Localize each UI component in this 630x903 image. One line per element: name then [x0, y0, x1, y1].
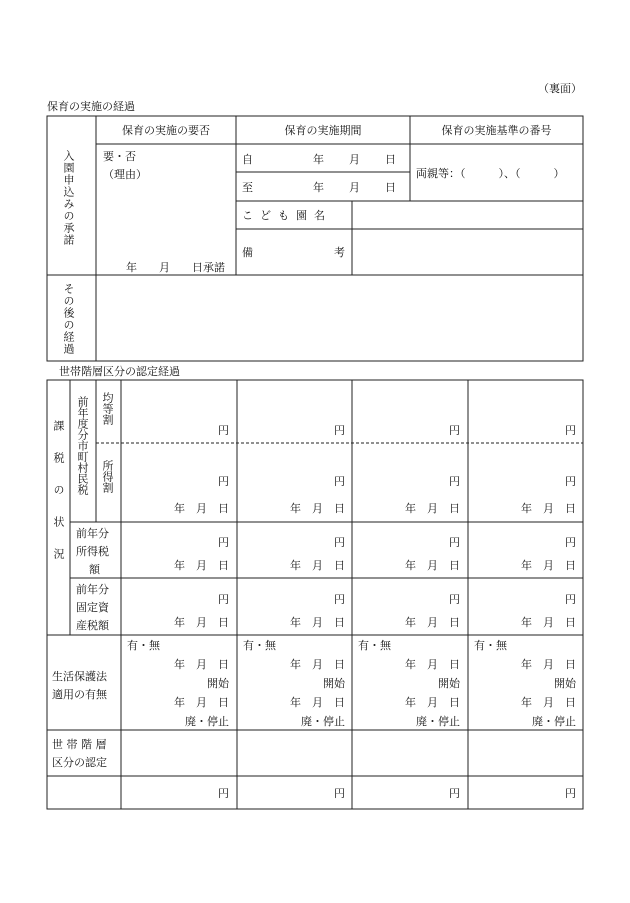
col2-inctax-ymd: 年 月 日: [290, 559, 345, 572]
to-year: 年: [313, 181, 324, 194]
col3-proptax-yen: 円: [449, 593, 460, 606]
col1-inctax-yen: 円: [218, 536, 229, 549]
approval-date: 年 月 日承諾: [126, 261, 225, 274]
col4-welfare-start: 開始: [554, 677, 576, 690]
prev-property-tax-line3: 産税額: [76, 619, 109, 632]
col3-bottom-yen: 円: [449, 787, 460, 800]
col2-bottom-yen: 円: [334, 787, 345, 800]
from-year: 年: [313, 153, 324, 166]
parents-label: 両親等：（ ）、（ ）: [416, 167, 565, 180]
col1-inctax-ymd: 年 月 日: [174, 559, 229, 572]
col1-welfare-yesno: 有・無: [127, 639, 160, 652]
to-day: 日: [385, 181, 396, 194]
to-label: 至: [242, 181, 253, 194]
welfare-label-line1: 生活保護法: [52, 670, 107, 683]
col4-bottom-yen: 円: [565, 787, 576, 800]
reason-label: （理由）: [103, 168, 147, 181]
col1-welfare-stop: 廃・停止: [185, 715, 229, 728]
from-label: 自: [242, 153, 253, 166]
row-label-after: その後の経過: [62, 283, 75, 355]
col1-proptax-ymd: 年 月 日: [174, 616, 229, 629]
col3-equal-yen: 円: [449, 424, 460, 437]
col3-welfare-stop-ymd: 年 月 日: [405, 696, 460, 709]
col3-income-yen: 円: [449, 475, 460, 488]
section2-title: 世帯階層区分の認定経過: [59, 365, 180, 378]
prev-year-municipal-tax: 前年度分市町村民税: [76, 396, 89, 495]
income-share-label: 所得割: [101, 460, 114, 493]
to-month: 月: [349, 181, 360, 194]
col-header-standard: 保育の実施基準の番号: [441, 124, 552, 137]
col3-welfare-stop: 廃・停止: [416, 715, 460, 728]
col3-inctax-yen: 円: [449, 536, 460, 549]
household-label-line2: 区分の認定: [52, 756, 107, 769]
col1-welfare-start: 開始: [207, 677, 229, 690]
col4-income-ymd: 年 月 日: [521, 502, 576, 515]
necessity-value: 要・否: [103, 150, 136, 163]
row-label-admission: 入園申込みの承諾: [62, 150, 75, 246]
equal-share-label: 均等割: [101, 392, 114, 425]
col2-welfare-yesno: 有・無: [243, 639, 276, 652]
col4-equal-yen: 円: [565, 424, 576, 437]
col4-inctax-ymd: 年 月 日: [521, 559, 576, 572]
col4-welfare-yesno: 有・無: [474, 639, 507, 652]
col1-welfare-start-ymd: 年 月 日: [174, 658, 229, 671]
prev-income-tax-line1: 前年分: [76, 527, 109, 540]
household-label-line1: 世 帯 階 層: [52, 738, 107, 751]
col4-welfare-stop: 廃・停止: [532, 715, 576, 728]
col2-proptax-yen: 円: [334, 593, 345, 606]
col-header-necessity: 保育の実施の要否: [122, 124, 210, 137]
col4-income-yen: 円: [565, 475, 576, 488]
prev-property-tax-line2: 固定資: [76, 601, 109, 614]
col4-welfare-stop-ymd: 年 月 日: [521, 696, 576, 709]
page-side-label: （裏面）: [538, 82, 582, 95]
col3-welfare-start-ymd: 年 月 日: [405, 658, 460, 671]
col3-welfare-yesno: 有・無: [358, 639, 391, 652]
col3-income-ymd: 年 月 日: [405, 502, 460, 515]
from-day: 日: [385, 153, 396, 166]
nursery-label: こども園名: [242, 209, 332, 222]
col1-proptax-yen: 円: [218, 593, 229, 606]
prev-property-tax-line1: 前年分: [76, 583, 109, 596]
col-header-period: 保育の実施期間: [284, 124, 362, 137]
col2-equal-yen: 円: [334, 424, 345, 437]
prev-income-tax-line3: 額: [89, 563, 100, 576]
col4-welfare-start-ymd: 年 月 日: [521, 658, 576, 671]
col2-proptax-ymd: 年 月 日: [290, 616, 345, 629]
col4-proptax-yen: 円: [565, 593, 576, 606]
col1-welfare-stop-ymd: 年 月 日: [174, 696, 229, 709]
tax-status-label: 課税の状況: [52, 420, 65, 580]
welfare-label-line2: 適用の有無: [52, 688, 107, 701]
col2-welfare-stop-ymd: 年 月 日: [290, 696, 345, 709]
col2-welfare-start-ymd: 年 月 日: [290, 658, 345, 671]
col2-income-ymd: 年 月 日: [290, 502, 345, 515]
col1-income-ymd: 年 月 日: [174, 502, 229, 515]
section1-title: 保育の実施の経過: [47, 100, 135, 113]
remarks-label-1: 備: [242, 246, 253, 259]
col2-inctax-yen: 円: [334, 536, 345, 549]
prev-income-tax-line2: 所得税: [76, 545, 109, 558]
col2-income-yen: 円: [334, 475, 345, 488]
col3-proptax-ymd: 年 月 日: [405, 616, 460, 629]
from-month: 月: [349, 153, 360, 166]
col3-welfare-start: 開始: [438, 677, 460, 690]
col1-bottom-yen: 円: [218, 787, 229, 800]
col3-inctax-ymd: 年 月 日: [405, 559, 460, 572]
col1-income-yen: 円: [218, 475, 229, 488]
col2-welfare-stop: 廃・停止: [301, 715, 345, 728]
col1-equal-yen: 円: [218, 424, 229, 437]
remarks-label-2: 考: [334, 246, 345, 259]
col2-welfare-start: 開始: [323, 677, 345, 690]
col4-proptax-ymd: 年 月 日: [521, 616, 576, 629]
col4-inctax-yen: 円: [565, 536, 576, 549]
